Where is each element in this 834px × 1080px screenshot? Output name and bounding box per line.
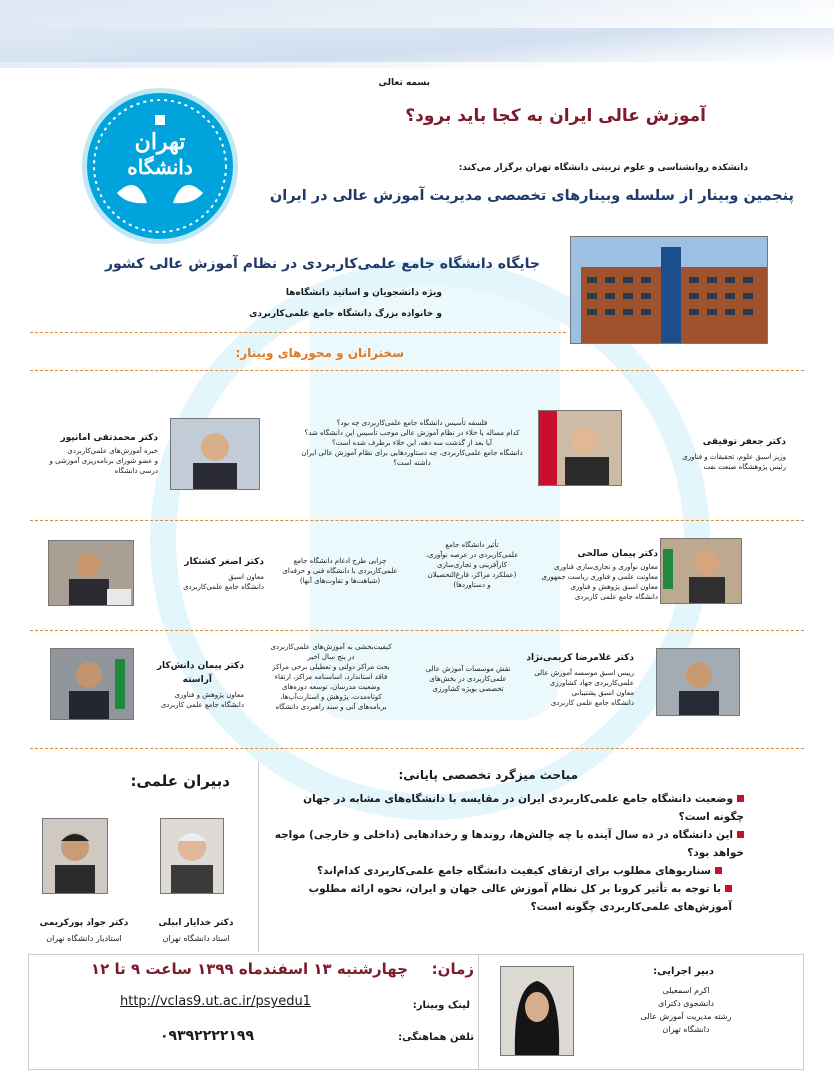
webinar-link[interactable]: http://vclas9.ut.ac.ir/psyedu1 — [120, 994, 311, 1009]
logo-text-2: دانشگاه — [127, 155, 193, 179]
speaker-photo-3 — [660, 538, 742, 604]
university-logo — [82, 88, 238, 244]
final-topic-item — [270, 790, 744, 826]
topic-line: علمی‌کاربردی با دانشگاه فنی و حرفه‌ای — [282, 567, 398, 575]
topic-4 — [416, 664, 520, 694]
topic-line: در پنج سال اخیر — [307, 653, 355, 661]
speaker-photo-5 — [656, 648, 740, 716]
info-divider — [478, 954, 479, 1070]
series-title: پنجمین وبینار از سلسله وبینارهای تخصصی مدیریت آموزش عالی در ایران — [269, 188, 794, 204]
final-topic-item — [270, 880, 744, 916]
speaker-desc-line: و عضو شورای برنامه‌ریزی آموزشی و — [49, 457, 158, 465]
speaker-desc-line: معاون پژوهش و فناوری — [174, 691, 244, 699]
organizer-line: دانشکده روانشناسی و علوم تربیتی دانشگاه تهران برگزار می‌کند: — [458, 163, 748, 173]
building-photo — [570, 236, 768, 344]
speaker-name-1: دکتر جعفر توفیقی — [702, 437, 786, 447]
speakers-heading: سخنرانان و محورهای وبینار: — [235, 346, 404, 360]
speaker-photo-1 — [538, 410, 622, 486]
time-value: چهارشنبه ۱۳ اسفندماه ۱۳۹۹ ساعت ۹ تا ۱۲ — [90, 960, 408, 978]
topic-5 — [256, 642, 406, 712]
speaker-desc-line: معاون اسبق پشتیبانی — [571, 689, 634, 697]
final-topic-item — [270, 862, 744, 880]
speaker-photo-6 — [50, 648, 134, 720]
topic-line: دانشگاه جامع علمی‌کاربردی، چه دستاوردهایی برای نظام آموزش عالی ایران — [301, 449, 523, 457]
topic-line: علمی‌کاربردی در عرصه نوآوری، — [425, 551, 519, 559]
speaker-name-6: دکتر پیمان دانش‌کار — [156, 661, 244, 671]
divider-5 — [30, 748, 804, 749]
topic-line: (عملکرد مراکز، فارغ‌التحصیلان — [427, 571, 517, 579]
topic-line: برنامه‌های آتی و سند راهبردی دانشگاه — [275, 703, 387, 711]
final-topic-text: این دانشگاه در ده سال آینده با چه چالش‌ها، روندها و رخدادهایی (داخلی و خارجی) مواجه خواهد بود؟ — [274, 829, 744, 859]
topic-line: تأثیر دانشگاه جامع — [445, 541, 499, 549]
final-topic-text: وضعیت دانشگاه جامع علمی‌کاربردی ایران در مقایسه با دانشگاه‌های مشابه در جهان چگونه است؟ — [303, 793, 744, 823]
topic-line: کیفیت‌بخشی به آموزش‌های علمی‌کاربردی — [270, 643, 392, 651]
divider-1 — [30, 332, 566, 333]
final-topic-text: سناریوهای مطلوب برای ارتقای کیفیت دانشگاه جامع علمی‌کاربردی کدام‌اند؟ — [316, 865, 711, 877]
bismillah: بسمه تعالی — [378, 78, 430, 88]
bullet-icon — [715, 867, 722, 874]
secretary-photo-2 — [42, 818, 108, 894]
secretary-photo-1 — [160, 818, 224, 894]
speaker-desc-1 — [646, 452, 786, 472]
speaker-desc-line: رییس اسبق موسسه آموزش عالی — [534, 669, 634, 677]
secretaries-heading: دبیران علمی: — [130, 772, 230, 790]
topic-line: تخصصی بویژه کشاورزی — [432, 685, 504, 693]
speaker-desc-line: دانشگاه جامع علمی کاربردی — [574, 593, 658, 601]
executive-photo — [500, 966, 574, 1056]
vertical-divider — [258, 762, 259, 952]
speaker-desc-line: دانشگاه جامع علمی کاربردی — [160, 701, 244, 709]
speaker-desc-2 — [38, 446, 158, 476]
speaker-desc-line: دانشگاه جامع علمی‌کاربردی — [183, 583, 264, 591]
topic-line: (شباهت‌ها و تفاوت‌های آنها) — [299, 577, 381, 585]
speaker-name-2: دکتر محمدتقی امانپور — [60, 433, 158, 443]
executive-line: دانشگاه تهران — [662, 1025, 710, 1034]
bullet-icon — [737, 831, 744, 838]
speaker-desc-4 — [154, 572, 264, 592]
speaker-photo-4 — [48, 540, 134, 606]
final-topics-heading: مباحث میزگرد تخصصی پایانی: — [398, 768, 578, 782]
audience-line-1: ویژه دانشجویان و اساتید دانشگاه‌ها — [285, 288, 442, 298]
logo-text-1: تهران — [134, 129, 186, 155]
topic-line: وضعیت مدرسان، توسعه دوره‌های — [282, 683, 380, 691]
bullet-icon — [737, 795, 744, 802]
executive-line: رشته مدیریت آموزش عالی — [640, 1012, 732, 1021]
webinar-title: جایگاه دانشگاه جامع علمی‌کاربردی در نظام آموزش عالی کشور — [105, 256, 540, 272]
final-topics-list — [270, 790, 744, 916]
phone-value: ۰۹۳۹۲۲۲۲۱۹۹ — [160, 1028, 254, 1044]
executive-line: دانشجوی دکترای — [658, 999, 714, 1008]
time-label: زمان: — [431, 960, 474, 978]
speaker-desc-line: خبره آموزش‌های علمی‌کاربردی — [67, 447, 158, 455]
topic-line: داشته است؟ — [393, 459, 431, 467]
topic-line: کارآفرینی و تجاری‌سازی — [436, 561, 508, 569]
divider-2 — [30, 370, 804, 371]
speaker-name-4: دکتر اصغر کشتکار — [184, 557, 264, 567]
speaker-desc-6 — [134, 690, 244, 710]
speaker-desc-line: معاون نوآوری و تجاری‌سازی فناوری — [554, 563, 658, 571]
header-banner — [0, 0, 834, 68]
topic-line: آیا بعد از گذشت سه دهه، این خلاء برطرف شده است؟ — [332, 439, 492, 447]
topic-line: چرایی طرح ادغام دانشگاه جامع — [293, 557, 387, 565]
divider-3 — [30, 520, 804, 521]
main-question: آموزش عالی ایران به کجا باید برود؟ — [405, 106, 706, 126]
speaker-name-3: دکتر پیمان صالحی — [577, 549, 658, 559]
speaker-desc-line: دانشگاه جامع علمی کاربردی — [550, 699, 634, 707]
speaker-desc-line: علمی‌کاربردی جهاد کشاورزی — [549, 679, 634, 687]
secretary-name-2: دکتر جواد پورکریمی — [39, 918, 129, 928]
speaker-photo-2 — [170, 418, 260, 490]
topic-line: کوتاه‌مدت، پژوهش و استارت‌آپ‌ها، — [280, 693, 382, 701]
bullet-icon — [725, 885, 732, 892]
topic-3 — [272, 556, 408, 586]
speaker-name-5: دکتر غلامرضا کریمی‌نژاد — [526, 653, 634, 663]
executive-heading: دبیر اجرایی: — [653, 966, 714, 977]
link-label: لینک وبینار: — [412, 1000, 470, 1011]
speaker-desc-line: معاونت علمی و فناوری ریاست جمهوری — [541, 573, 658, 581]
speaker-desc-line: وزیر اسبق علوم، تحقیقات و فناوری — [682, 453, 786, 461]
topic-line: فلسفه تأسیس دانشگاه جامع علمی‌کاربردی چه بود؟ — [336, 419, 488, 427]
speaker-name-6b: آراسته — [182, 675, 212, 685]
speaker-desc-line: رئیس پژوهشگاه صنعت نفت — [703, 463, 786, 471]
topic-line: بحث مراکز دولتی و تعطیلی برخی مراکز — [272, 663, 390, 671]
final-topic-item — [270, 826, 744, 862]
topic-2 — [412, 540, 532, 590]
speaker-desc-line: معاون اسبق پژوهش و فناوری — [570, 583, 658, 591]
secretary-name-1: دکتر خدایار ابیلی — [158, 918, 234, 928]
speaker-desc-line: معاون اسبق — [228, 573, 264, 581]
executive-name: اکرم اسمعیلی — [662, 986, 710, 995]
divider-4 — [30, 630, 804, 631]
phone-label: تلفن هماهنگی: — [398, 1032, 474, 1043]
topic-line: کدام مساله یا خلاء در نظام آموزش عالی موجب تأسیس این دانشگاه شد؟ — [304, 429, 520, 437]
topic-line: فاقد استاندارد، اساسنامه مراکز، ارتقاء — [274, 673, 388, 681]
final-topic-text: با توجه به تأثیر کرونا بر کل نظام آموزش عالی جهان و ایران، نحوه ارائه مطلوب آموزش‌های علمی‌کاربردی چگونه است؟ — [308, 883, 732, 913]
topic-line: علمی‌کاربردی در بخش‌های — [429, 675, 507, 683]
topic-line: و دستاوردها) — [453, 581, 491, 589]
topic-1 — [296, 418, 528, 468]
secretary-title-2: استادیار دانشگاه تهران — [46, 934, 122, 943]
executive-info — [626, 984, 746, 1036]
topic-line: نقش موسسات آموزش عالی — [425, 665, 511, 673]
speaker-desc-line: درسی دانشگاه — [114, 467, 158, 475]
secretary-title-1: استاد دانشگاه تهران — [162, 934, 230, 943]
audience-line-2: و خانواده بزرگ دانشگاه جامع علمی‌کاربردی — [249, 309, 442, 319]
